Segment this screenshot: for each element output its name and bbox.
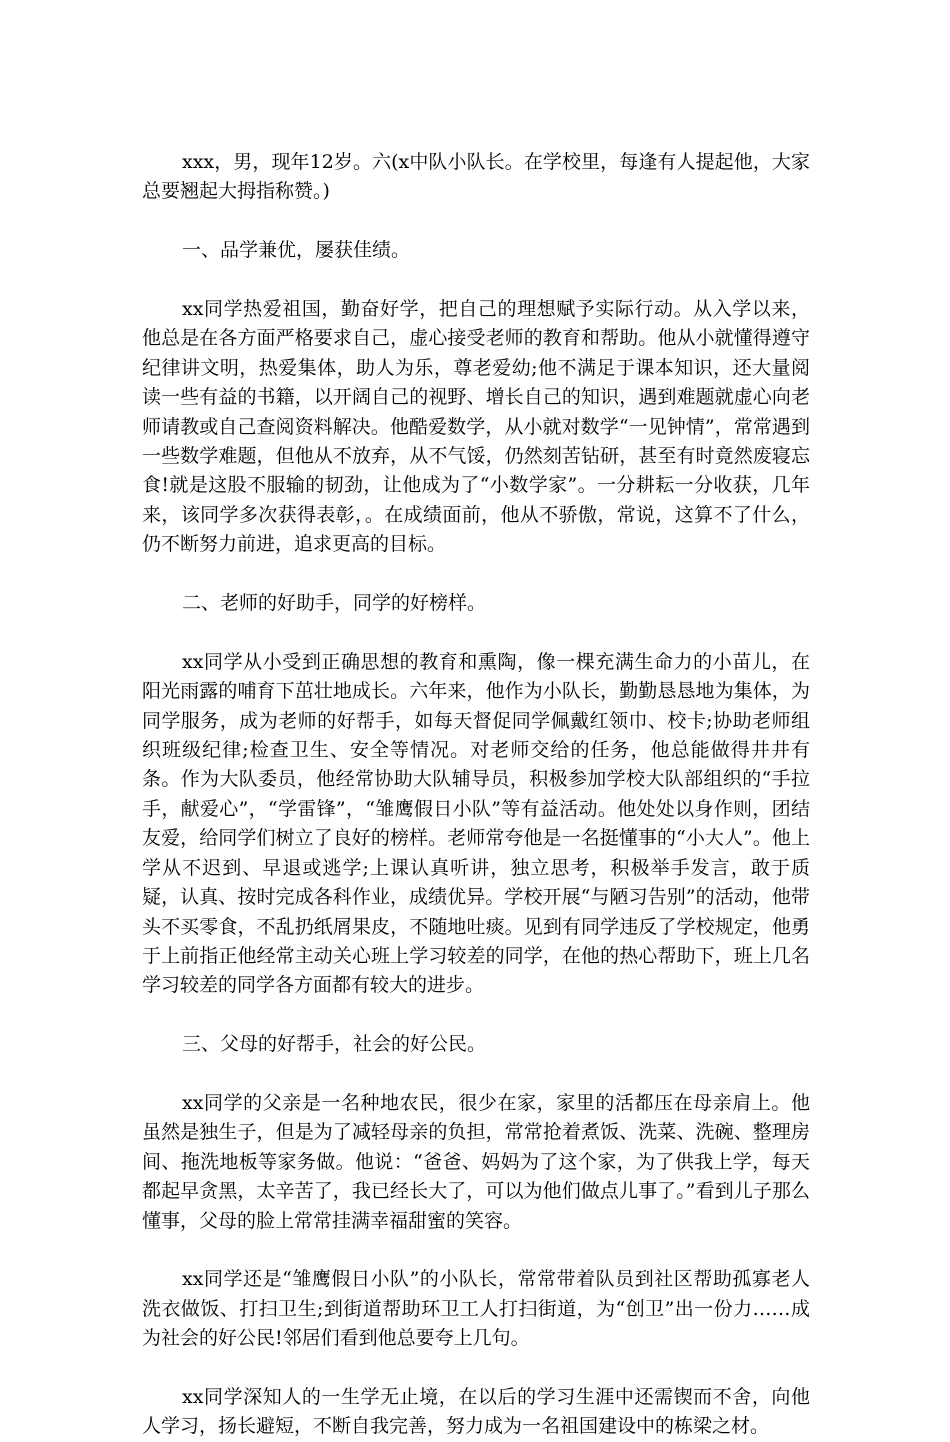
- body-paragraph: xx同学从小受到正确思想的教育和熏陶，像一棵充满生命力的小苗儿，在阳光雨露的哺育下茁壮地成长。六年来，他作为小队长，勤勤恳恳地为集体，为同学服务，成为老师的好帮手，如每天督促同学佩戴红领巾、校卡;协助老师组织班级纪律;检查卫生、安全等情况。对老师交给的任务，他总能做得井井有条。作为大队委员，他经常协助大队辅导员，积极参加学校大队部组织的“手拉手，献爱心”，“学雷锋”，“雏鹰假日小队”等有益活动。他处处以身作则，团结友爱，给同学们树立了良好的榜样。老师常夸他是一名挺懂事的“小大人”。他上学从不迟到、早退或逃学;上课认真听讲，独立思考，积极举手发言，敢于质疑，认真、按时完成各科作业，成绩优异。学校开展“与陋习告别”的活动，他带头不买零食，不乱扔纸屑果皮，不随地吐痰。见到有同学违反了学校规定，他勇于上前指正他经常主动关心班上学习较差的同学，在他的热心帮助下，班上几名学习较差的同学各方面都有较大的进步。: [142, 650, 810, 997]
- section-heading-1: 一、品学兼优，屡获佳绩。: [182, 239, 411, 262]
- intro-paragraph: xxx，男，现年12岁。六(x中队小队长。在学校里，每逢有人提起他，大家总要翘起大拇指称赞。): [142, 151, 810, 203]
- document-body: [142, 148, 810, 1442]
- body-paragraph: xx同学热爱祖国，勤奋好学，把自己的理想赋予实际行动。从入学以来，他总是在各方面严格要求自己，虚心接受老师的教育和帮助。他从小就懂得遵守纪律讲文明，热爱集体，助人为乐，尊老爱幼;他不满足于课本知识，还大量阅读一些有益的书籍，以开阔自己的视野、增长自己的知识，遇到难题就虚心向老师请教或自己查阅资料解决。他酷爱数学，从小就对数学“一见钟情”，常常遇到一些数学难题，但他从不放弃，从不气馁，仍然刻苦钻研，甚至有时竟然废寝忘食!就是这股不服输的韧劲，让他成为了“小数学家”。一分耕耘一分收获，几年来，该同学多次获得表彰，。在成绩面前，他从不骄傲，常说，这算不了什么，仍不断努力前进，追求更高的目标。: [142, 298, 810, 556]
- closing-paragraph: xx同学深知人的一生学无止境，在以后的学习生涯中还需锲而不舍，向他人学习，扬长避短，不断自我完善，努力成为一名祖国建设中的栋梁之材。: [142, 1385, 810, 1438]
- section-heading-3: 三、父母的好帮手，社会的好公民。: [182, 1033, 487, 1056]
- section-heading-2: 二、老师的好助手，同学的好榜样。: [182, 592, 487, 615]
- body-paragraph: xx同学还是“雏鹰假日小队”的小队长，常常带着队员到社区帮助孤寡老人洗衣做饭、打扫卫生;到街道帮助环卫工人打扫街道，为“创卫”出一份力……成为社会的好公民!邻居们看到他总要夸上几句。: [142, 1268, 810, 1350]
- body-paragraph: xx同学的父亲是一名种地农民，很少在家，家里的活都压在母亲肩上。他虽然是独生子，但是为了减轻母亲的负担，常常抢着煮饭、洗菜、洗碗、整理房间、拖洗地板等家务做。他说：“爸爸、妈妈为了这个家，为了供我上学，每天都起早贪黑，太辛苦了，我已经长大了，可以为他们做点儿事了。”看到儿子那么懂事，父母的脸上常常挂满幸福甜蜜的笑容。: [142, 1091, 810, 1232]
